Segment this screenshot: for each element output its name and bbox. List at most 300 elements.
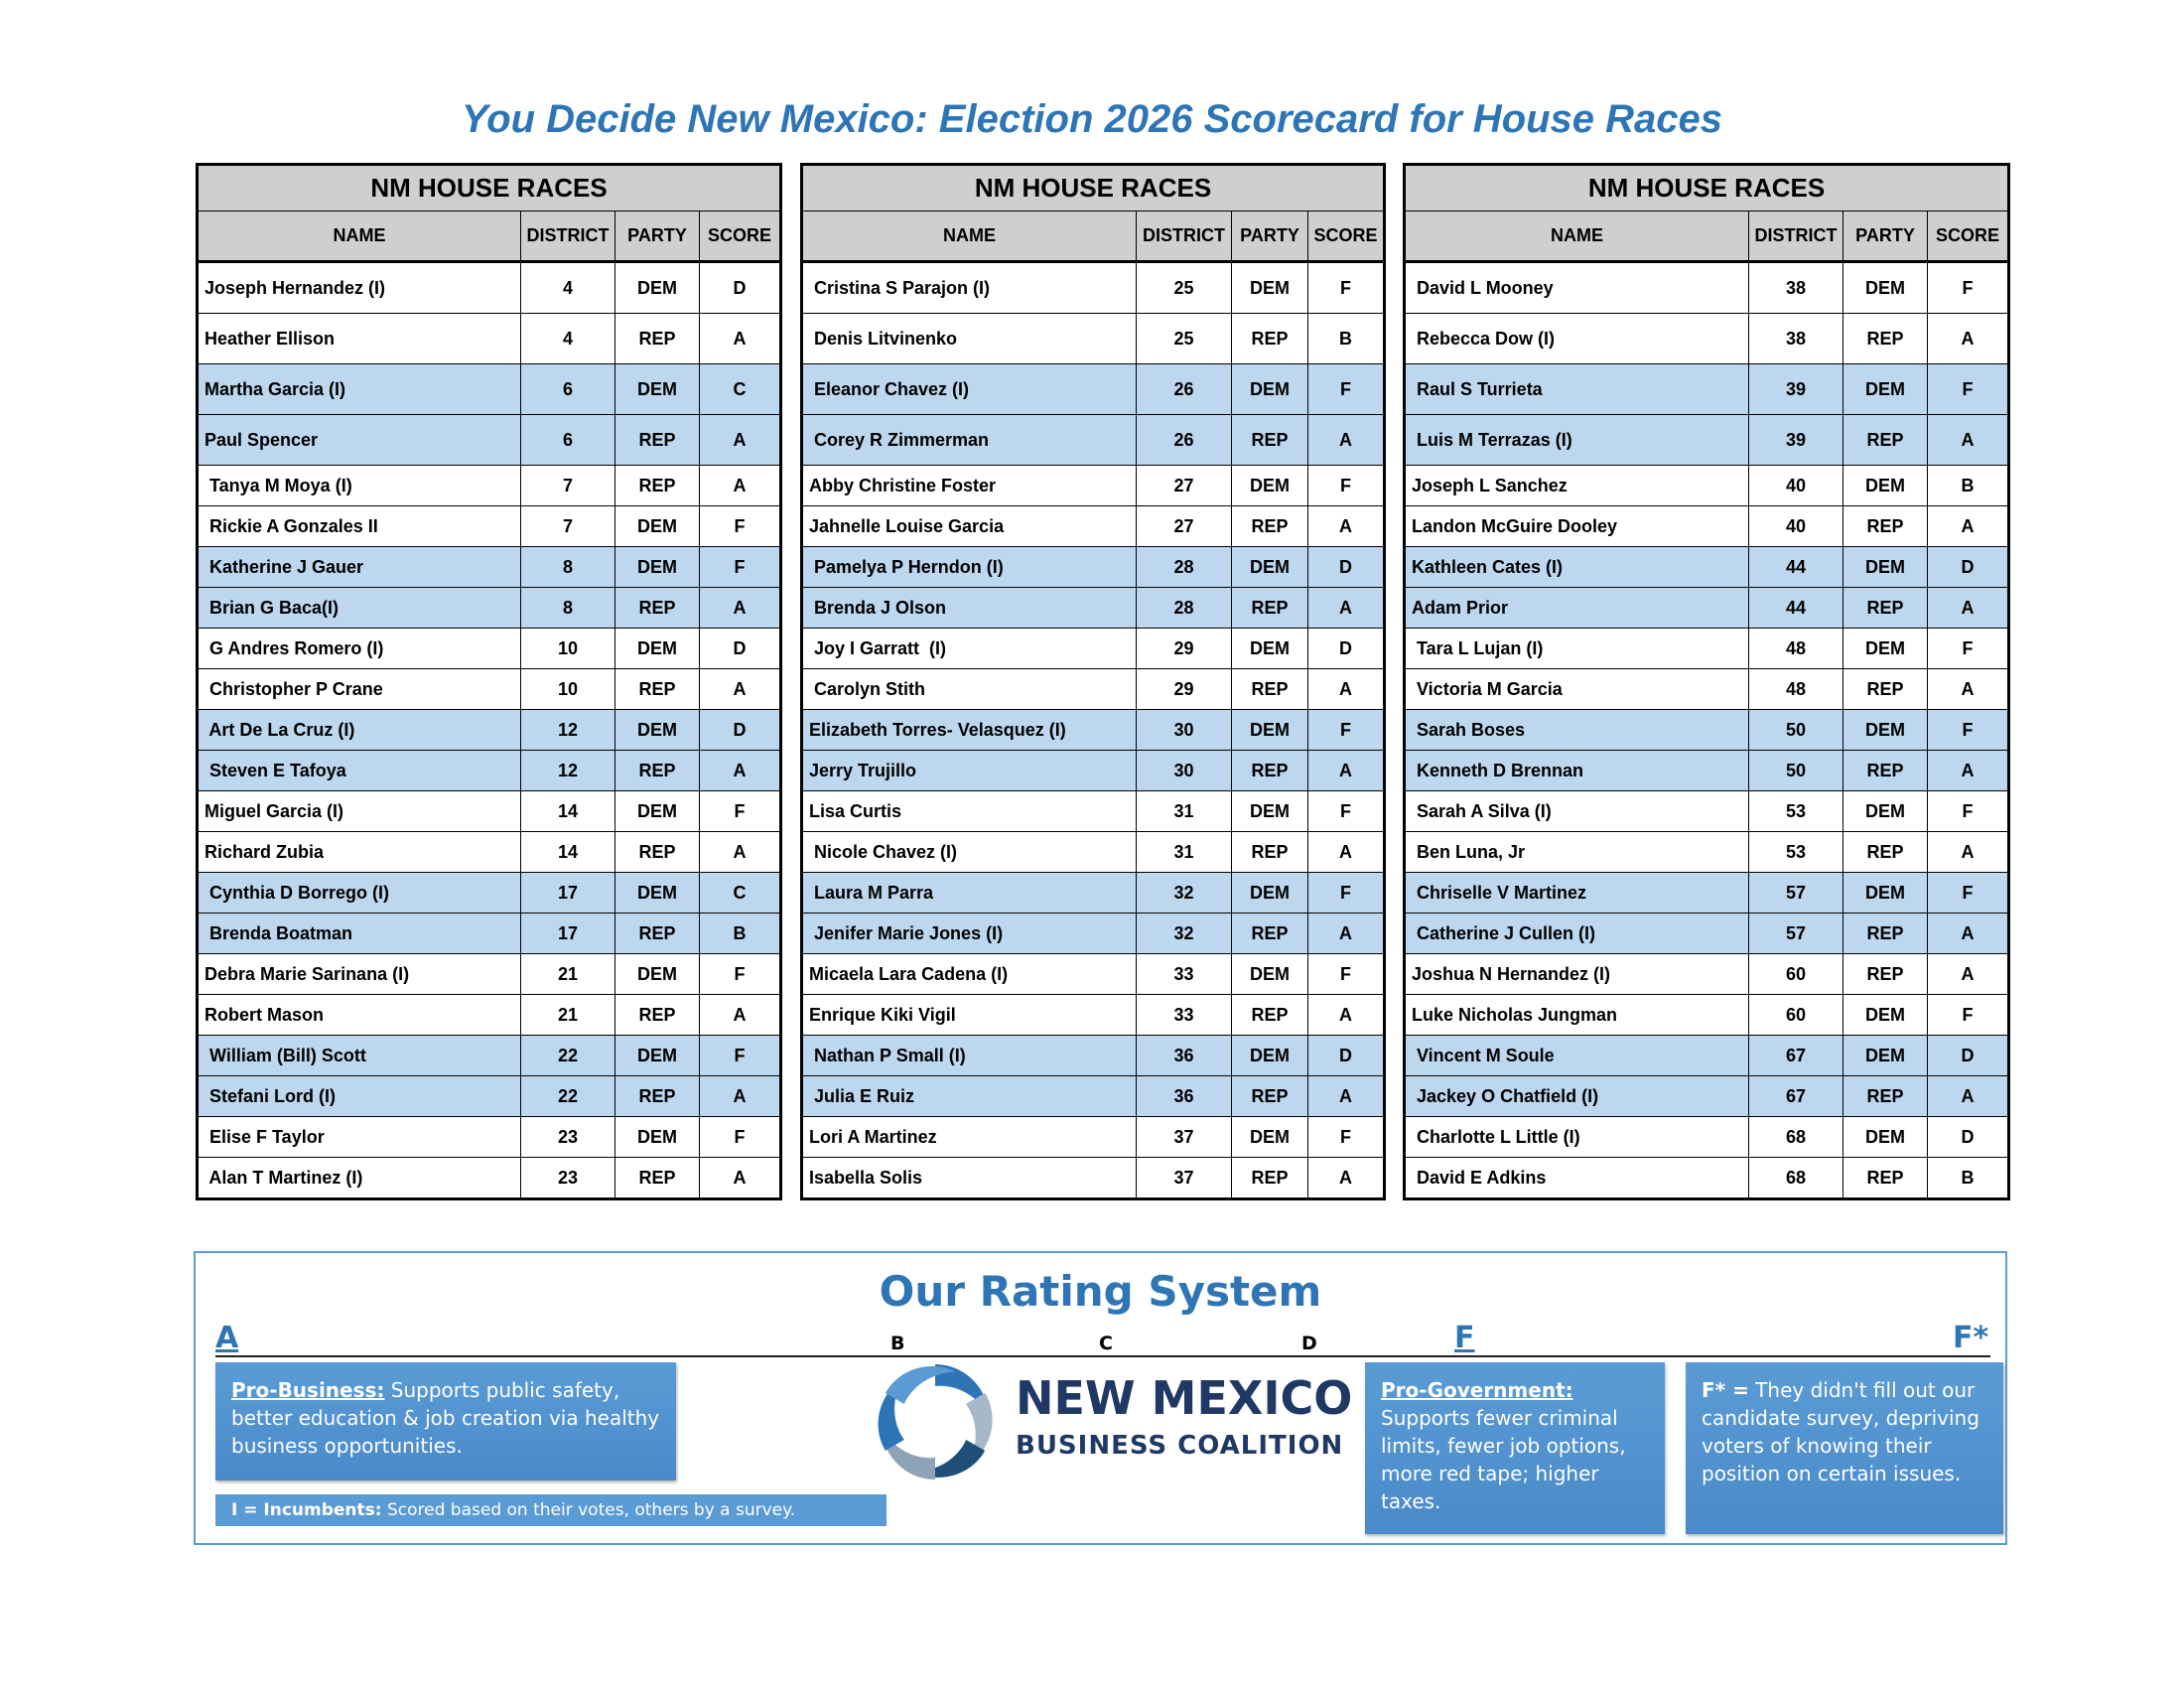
cell-name: Joshua N Hernandez (I)	[1405, 954, 1749, 995]
cell-district: 53	[1749, 791, 1843, 832]
cell-score: A	[1308, 1076, 1385, 1117]
cell-score: F	[700, 506, 781, 547]
table-row	[802, 415, 1385, 466]
table-row	[1405, 547, 2009, 588]
cell-party: DEM	[615, 629, 700, 669]
cell-district: 37	[1137, 1117, 1232, 1158]
cell-score: A	[1308, 751, 1385, 791]
cell-score: F	[1928, 262, 2009, 314]
column-header-party: PARTY	[1232, 211, 1308, 262]
cell-party: REP	[1843, 832, 1928, 873]
cell-score: A	[1928, 832, 2009, 873]
cell-party: DEM	[615, 364, 700, 415]
cell-score: F	[700, 547, 781, 588]
incumbents-label: I = Incumbents:	[231, 1500, 382, 1520]
cell-district: 38	[1749, 314, 1843, 364]
cell-name: Katherine J Gauer	[198, 547, 521, 588]
cell-score: A	[700, 751, 781, 791]
cell-name: Luke Nicholas Jungman	[1405, 995, 1749, 1036]
cell-score: A	[1928, 914, 2009, 954]
table-row	[198, 1036, 781, 1076]
pro-business-label: Pro-Business:	[231, 1378, 385, 1402]
table-row	[198, 1117, 781, 1158]
cell-name: Pamelya P Herndon (I)	[802, 547, 1137, 588]
cell-district: 57	[1749, 914, 1843, 954]
cell-district: 32	[1137, 914, 1232, 954]
cell-score: C	[700, 873, 781, 914]
cell-party: REP	[1843, 954, 1928, 995]
cell-party: DEM	[1843, 710, 1928, 751]
table-row	[802, 262, 1385, 314]
cell-party: DEM	[615, 873, 700, 914]
pro-government-label: Pro-Government:	[1381, 1378, 1573, 1402]
cell-district: 68	[1749, 1158, 1843, 1199]
table-row	[1405, 1158, 2009, 1199]
cell-party: DEM	[1232, 1036, 1308, 1076]
fstar-text: They didn't fill out our candidate survey, depriving voters of knowing their position on certain issues.	[1702, 1378, 1979, 1485]
table-row	[198, 506, 781, 547]
cell-score: D	[700, 629, 781, 669]
cell-score: F	[1928, 873, 2009, 914]
cell-name: Cristina S Parajon (I)	[802, 262, 1137, 314]
cell-score: A	[700, 832, 781, 873]
fstar-label: F* =	[1702, 1378, 1749, 1402]
cell-district: 60	[1749, 954, 1843, 995]
cell-party: REP	[1843, 751, 1928, 791]
cell-district: 39	[1749, 415, 1843, 466]
cell-name: Carolyn Stith	[802, 669, 1137, 710]
cell-score: F	[1928, 364, 2009, 415]
cell-district: 29	[1137, 669, 1232, 710]
cell-party: REP	[615, 588, 700, 629]
table-row	[198, 751, 781, 791]
table-row	[198, 914, 781, 954]
cell-name: Luis M Terrazas (I)	[1405, 415, 1749, 466]
cell-district: 6	[521, 415, 615, 466]
table-row	[1405, 415, 2009, 466]
cell-party: REP	[1843, 669, 1928, 710]
table-row	[802, 506, 1385, 547]
cell-district: 31	[1137, 791, 1232, 832]
rating-system-panel	[194, 1251, 2007, 1545]
cell-party: REP	[1843, 914, 1928, 954]
grade-f-label: F	[1454, 1321, 1475, 1355]
pro-government-box	[1365, 1362, 1665, 1534]
table-row	[802, 1158, 1385, 1199]
table-row	[198, 262, 781, 314]
cell-name: Steven E Tafoya	[198, 751, 521, 791]
table-row	[802, 1117, 1385, 1158]
cell-party: REP	[615, 669, 700, 710]
cell-district: 48	[1749, 669, 1843, 710]
cell-district: 37	[1137, 1158, 1232, 1199]
cell-score: F	[1928, 791, 2009, 832]
cell-party: REP	[615, 415, 700, 466]
cell-name: William (Bill) Scott	[198, 1036, 521, 1076]
table-row	[802, 314, 1385, 364]
cell-district: 44	[1749, 588, 1843, 629]
cell-name: Jackey O Chatfield (I)	[1405, 1076, 1749, 1117]
table-row	[198, 995, 781, 1036]
cell-district: 30	[1137, 710, 1232, 751]
column-header-district: DISTRICT	[1749, 211, 1843, 262]
cell-district: 60	[1749, 995, 1843, 1036]
cell-name: Kenneth D Brennan	[1405, 751, 1749, 791]
cell-name: Rickie A Gonzales II	[198, 506, 521, 547]
cell-score: F	[1308, 710, 1385, 751]
table-row	[198, 364, 781, 415]
table-row	[1405, 710, 2009, 751]
cell-name: Lori A Martinez	[802, 1117, 1137, 1158]
cell-district: 50	[1749, 751, 1843, 791]
cell-score: D	[1928, 1036, 2009, 1076]
cell-party: DEM	[615, 1117, 700, 1158]
cell-score: F	[1308, 364, 1385, 415]
cell-score: F	[700, 1036, 781, 1076]
cell-name: Joseph L Sanchez	[1405, 466, 1749, 506]
cell-name: Victoria M Garcia	[1405, 669, 1749, 710]
cell-name: Martha Garcia (I)	[198, 364, 521, 415]
cell-district: 23	[521, 1117, 615, 1158]
cell-district: 27	[1137, 466, 1232, 506]
column-header-score: SCORE	[1308, 211, 1385, 262]
cell-party: DEM	[615, 954, 700, 995]
cell-party: DEM	[1232, 629, 1308, 669]
cell-party: DEM	[1843, 1117, 1928, 1158]
house-races-table-2	[800, 163, 1386, 1200]
cell-score: A	[700, 995, 781, 1036]
cell-score: A	[1928, 415, 2009, 466]
cell-district: 36	[1137, 1076, 1232, 1117]
cell-name: Julia E Ruiz	[802, 1076, 1137, 1117]
cell-score: A	[1928, 588, 2009, 629]
cell-score: B	[1928, 1158, 2009, 1199]
cell-score: D	[1308, 547, 1385, 588]
cell-name: Jerry Trujillo	[802, 751, 1137, 791]
cell-score: D	[1308, 1036, 1385, 1076]
cell-party: REP	[615, 914, 700, 954]
cell-score: A	[1928, 669, 2009, 710]
table-row	[802, 791, 1385, 832]
cell-district: 14	[521, 832, 615, 873]
column-header-score: SCORE	[700, 211, 781, 262]
cell-party: DEM	[615, 547, 700, 588]
table-row	[1405, 1036, 2009, 1076]
cell-party: DEM	[1232, 466, 1308, 506]
table-row	[1405, 954, 2009, 995]
table-row	[802, 873, 1385, 914]
cell-district: 22	[521, 1036, 615, 1076]
cell-name: Kathleen Cates (I)	[1405, 547, 1749, 588]
cell-score: B	[1928, 466, 2009, 506]
cell-party: REP	[1232, 914, 1308, 954]
cell-party: DEM	[1843, 466, 1928, 506]
cell-name: Heather Ellison	[198, 314, 521, 364]
cell-name: Brenda Boatman	[198, 914, 521, 954]
cell-name: Vincent M Soule	[1405, 1036, 1749, 1076]
cell-score: A	[700, 466, 781, 506]
table-row	[802, 914, 1385, 954]
cell-party: REP	[1232, 506, 1308, 547]
cell-name: Jenifer Marie Jones (I)	[802, 914, 1137, 954]
cell-score: A	[700, 314, 781, 364]
cell-name: Brian G Baca(I)	[198, 588, 521, 629]
table-row	[802, 588, 1385, 629]
cell-name: Jahnelle Louise Garcia	[802, 506, 1137, 547]
cell-name: Eleanor Chavez (I)	[802, 364, 1137, 415]
cell-name: Lisa Curtis	[802, 791, 1137, 832]
cell-party: REP	[615, 995, 700, 1036]
cell-name: Landon McGuire Dooley	[1405, 506, 1749, 547]
cell-party: DEM	[615, 506, 700, 547]
cell-name: Debra Marie Sarinana (I)	[198, 954, 521, 995]
cell-district: 29	[1137, 629, 1232, 669]
cell-district: 38	[1749, 262, 1843, 314]
cell-name: Robert Mason	[198, 995, 521, 1036]
cell-party: REP	[615, 832, 700, 873]
cell-name: Nathan P Small (I)	[802, 1036, 1137, 1076]
cell-name: Charlotte L Little (I)	[1405, 1117, 1749, 1158]
cell-score: A	[1308, 832, 1385, 873]
grade-fstar-label: F*	[1953, 1321, 1989, 1355]
column-header-party: PARTY	[615, 211, 700, 262]
cell-score: F	[1308, 262, 1385, 314]
fstar-box	[1686, 1362, 2003, 1534]
cell-district: 39	[1749, 364, 1843, 415]
column-header-name: NAME	[802, 211, 1137, 262]
table-row	[198, 588, 781, 629]
cell-district: 26	[1137, 415, 1232, 466]
table-row	[198, 832, 781, 873]
cell-name: Joy I Garratt (I)	[802, 629, 1137, 669]
table-row	[198, 466, 781, 506]
cell-name: Art De La Cruz (I)	[198, 710, 521, 751]
column-header-party: PARTY	[1843, 211, 1928, 262]
cell-district: 23	[521, 1158, 615, 1199]
table-row	[198, 669, 781, 710]
column-header-score: SCORE	[1928, 211, 2009, 262]
cell-district: 8	[521, 588, 615, 629]
cell-name: Elizabeth Torres- Velasquez (I)	[802, 710, 1137, 751]
cell-party: REP	[1232, 1076, 1308, 1117]
table-row	[802, 629, 1385, 669]
nmbc-logo	[871, 1357, 1353, 1486]
cell-district: 12	[521, 710, 615, 751]
cell-party: REP	[1232, 995, 1308, 1036]
cell-score: A	[1928, 314, 2009, 364]
cell-score: F	[1308, 873, 1385, 914]
cell-district: 40	[1749, 466, 1843, 506]
cell-district: 21	[521, 995, 615, 1036]
table-row	[1405, 669, 2009, 710]
table-body	[198, 262, 781, 1199]
cell-score: A	[1928, 1076, 2009, 1117]
cell-name: Laura M Parra	[802, 873, 1137, 914]
cell-name: Christopher P Crane	[198, 669, 521, 710]
cell-score: C	[700, 364, 781, 415]
cell-score: A	[700, 1158, 781, 1199]
cell-score: A	[700, 588, 781, 629]
cell-party: REP	[615, 466, 700, 506]
table-row	[1405, 873, 2009, 914]
cell-party: REP	[1843, 415, 1928, 466]
table-row	[1405, 314, 2009, 364]
table-row	[198, 1158, 781, 1199]
cell-party: DEM	[1232, 364, 1308, 415]
column-header-name: NAME	[1405, 211, 1749, 262]
grade-b-label: B	[890, 1333, 905, 1354]
table-row	[198, 710, 781, 751]
cell-party: REP	[1232, 314, 1308, 364]
cell-district: 36	[1137, 1036, 1232, 1076]
cell-name: Catherine J Cullen (I)	[1405, 914, 1749, 954]
cell-party: REP	[1232, 669, 1308, 710]
cell-district: 30	[1137, 751, 1232, 791]
table-row	[802, 1076, 1385, 1117]
cell-name: Tanya M Moya (I)	[198, 466, 521, 506]
cell-score: A	[700, 669, 781, 710]
cell-district: 4	[521, 262, 615, 314]
cell-district: 10	[521, 629, 615, 669]
cell-party: REP	[1232, 832, 1308, 873]
table-row	[1405, 791, 2009, 832]
incumbents-note	[215, 1494, 887, 1526]
table-row	[1405, 1076, 2009, 1117]
house-races-table-1	[196, 163, 782, 1200]
cell-score: F	[1928, 629, 2009, 669]
cell-score: F	[1928, 710, 2009, 751]
rating-system-title: Our Rating System	[879, 1267, 1322, 1316]
nmbc-emblem-icon	[871, 1357, 1000, 1486]
cell-district: 26	[1137, 364, 1232, 415]
cell-party: DEM	[1843, 873, 1928, 914]
pro-business-text: Supports public safety, better education & job creation via healthy business opportunities.	[231, 1378, 660, 1458]
table-row	[198, 954, 781, 995]
table-row	[802, 1036, 1385, 1076]
table-row	[198, 415, 781, 466]
cell-name: David E Adkins	[1405, 1158, 1749, 1199]
house-races-table-3	[1403, 163, 2010, 1200]
cell-district: 40	[1749, 506, 1843, 547]
incumbents-text: Scored based on their votes, others by a survey.	[381, 1500, 796, 1520]
cell-district: 33	[1137, 954, 1232, 995]
cell-score: F	[700, 954, 781, 995]
cell-district: 8	[521, 547, 615, 588]
cell-score: F	[1308, 791, 1385, 832]
cell-party: REP	[1843, 506, 1928, 547]
cell-party: REP	[615, 1158, 700, 1199]
cell-district: 67	[1749, 1036, 1843, 1076]
cell-party: DEM	[1232, 1117, 1308, 1158]
table-row	[1405, 832, 2009, 873]
table-row	[1405, 1117, 2009, 1158]
cell-name: Sarah Boses	[1405, 710, 1749, 751]
grade-c-label: C	[1099, 1333, 1113, 1354]
cell-name: Miguel Garcia (I)	[198, 791, 521, 832]
table-row	[198, 629, 781, 669]
cell-party: REP	[1232, 588, 1308, 629]
cell-name: Stefani Lord (I)	[198, 1076, 521, 1117]
logo-text-line1: NEW MEXICO	[1016, 1371, 1353, 1425]
cell-party: DEM	[615, 262, 700, 314]
cell-score: F	[1308, 954, 1385, 995]
table-row	[1405, 588, 2009, 629]
cell-name: David L Mooney	[1405, 262, 1749, 314]
cell-party: REP	[1843, 1158, 1928, 1199]
cell-score: F	[1308, 1117, 1385, 1158]
cell-district: 32	[1137, 873, 1232, 914]
cell-district: 27	[1137, 506, 1232, 547]
table-row	[1405, 364, 2009, 415]
cell-district: 53	[1749, 832, 1843, 873]
logo-text-line2: BUSINESS COALITION	[1016, 1431, 1344, 1461]
cell-score: A	[700, 1076, 781, 1117]
cell-name: Paul Spencer	[198, 415, 521, 466]
table-row	[198, 547, 781, 588]
cell-district: 17	[521, 873, 615, 914]
cell-name: Rebecca Dow (I)	[1405, 314, 1749, 364]
table-row	[198, 314, 781, 364]
cell-name: Abby Christine Foster	[802, 466, 1137, 506]
cell-party: REP	[1843, 314, 1928, 364]
cell-district: 14	[521, 791, 615, 832]
cell-district: 7	[521, 506, 615, 547]
table-row	[198, 791, 781, 832]
cell-name: Elise F Taylor	[198, 1117, 521, 1158]
cell-district: 22	[521, 1076, 615, 1117]
cell-name: Joseph Hernandez (I)	[198, 262, 521, 314]
cell-score: D	[1928, 1117, 2009, 1158]
cell-district: 6	[521, 364, 615, 415]
cell-name: Micaela Lara Cadena (I)	[802, 954, 1137, 995]
cell-score: A	[1308, 415, 1385, 466]
table-row	[802, 669, 1385, 710]
table-row	[1405, 466, 2009, 506]
grade-d-label: D	[1301, 1333, 1317, 1354]
cell-name: Raul S Turrieta	[1405, 364, 1749, 415]
table-row	[802, 751, 1385, 791]
cell-score: A	[1308, 1158, 1385, 1199]
cell-score: B	[1308, 314, 1385, 364]
cell-score: D	[700, 262, 781, 314]
cell-score: D	[1928, 547, 2009, 588]
column-header-district: DISTRICT	[521, 211, 615, 262]
cell-party: REP	[1232, 415, 1308, 466]
cell-party: DEM	[1232, 791, 1308, 832]
cell-name: Nicole Chavez (I)	[802, 832, 1137, 873]
cell-score: B	[700, 914, 781, 954]
cell-score: A	[1308, 995, 1385, 1036]
table-row	[1405, 629, 2009, 669]
cell-score: D	[1308, 629, 1385, 669]
cell-name: Alan T Martinez (I)	[198, 1158, 521, 1199]
cell-name: Tara L Lujan (I)	[1405, 629, 1749, 669]
cell-score: F	[1928, 995, 2009, 1036]
cell-district: 7	[521, 466, 615, 506]
cell-party: DEM	[1232, 547, 1308, 588]
cell-district: 28	[1137, 547, 1232, 588]
cell-party: REP	[615, 751, 700, 791]
cell-name: Brenda J Olson	[802, 588, 1137, 629]
cell-district: 21	[521, 954, 615, 995]
cell-name: Denis Litvinenko	[802, 314, 1137, 364]
page-title: You Decide New Mexico: Election 2026 Scorecard for House Races	[461, 97, 1723, 141]
table-row	[1405, 506, 2009, 547]
cell-party: DEM	[1843, 1036, 1928, 1076]
cell-score: A	[1308, 669, 1385, 710]
cell-party: REP	[1843, 1076, 1928, 1117]
cell-district: 28	[1137, 588, 1232, 629]
